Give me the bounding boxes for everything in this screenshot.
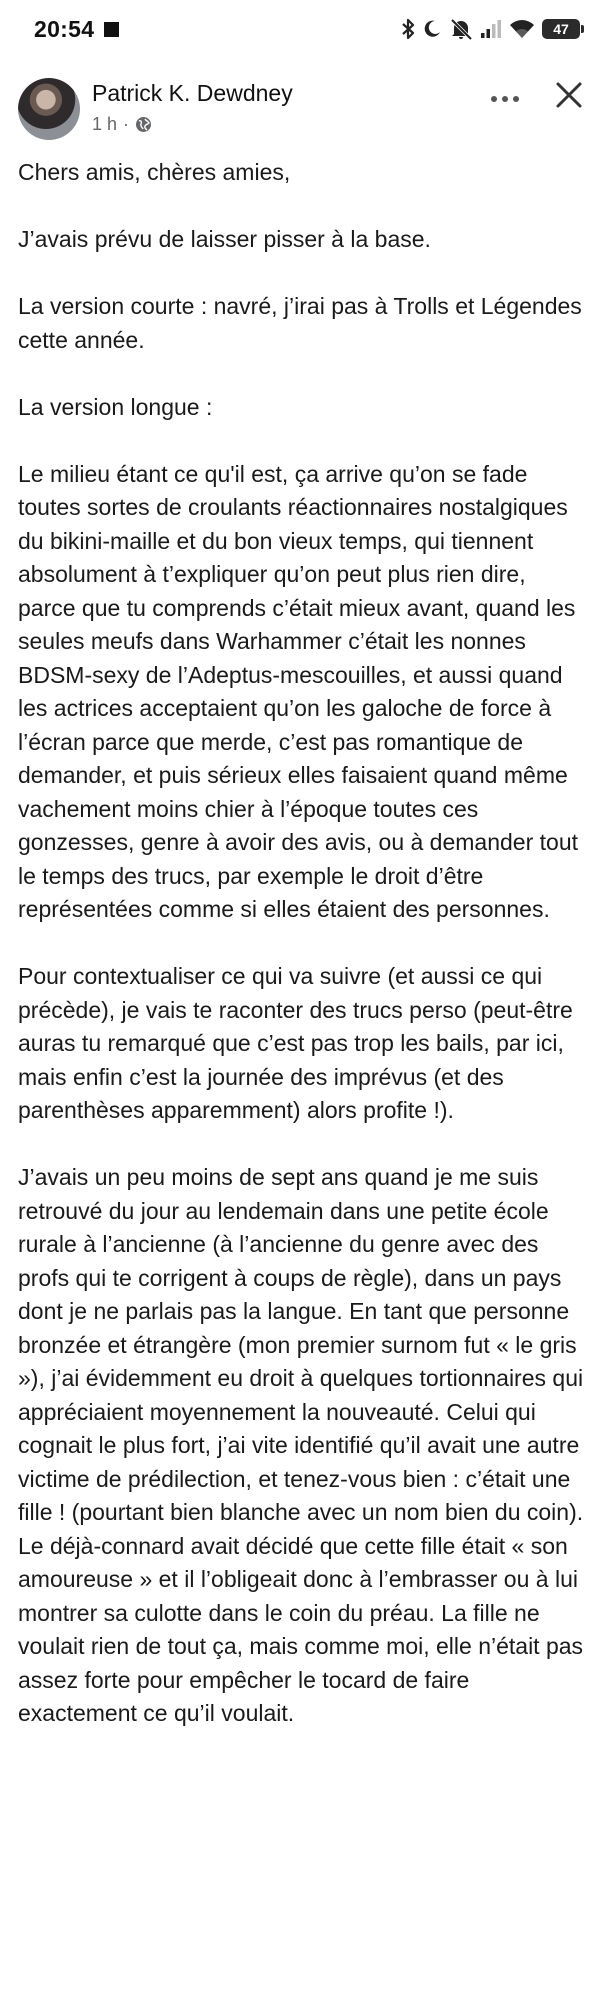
post-paragraph: La version longue : [18,393,213,420]
close-icon [555,81,583,109]
vibrate-off-icon [449,18,473,40]
post-paragraph: La version courte : navré, j’irai pas à Trolls et Légendes cette année. [18,293,582,353]
post-paragraph: Chers amis, chères amies, [18,159,291,185]
battery-icon [542,19,580,39]
do-not-disturb-icon [422,19,442,39]
battery-level: 47 [553,21,569,37]
post-meta [92,114,152,135]
avatar[interactable] [18,78,80,140]
more-options-icon [491,96,497,102]
post-time[interactable]: 1 h [92,114,118,134]
post-body [18,156,588,1764]
status-time: 20:54 [34,15,95,42]
post-paragraph: Le milieu étant ce qu'il est, ça arrive qu’on se fade toutes sortes de croulants réactionnaires nostalgiques du bikini-maille et du bon vieux temps, qui tiennent absolument à t’expliquer qu’on peut plus rien dire, parce que tu comprends c’était mieux avant, quand les seules meufs dans Warhammer c’était les nonnes BDSM-sexy de l’Adeptus-mescouilles, et aussi quand les actrices acceptaient qu’on les galoche de force à l’écran parce que merde, c’est pas romantique de demander, et puis sérieux elles faisaient quand même vachement moins chier à l’époque toutes ces gonzesses, genre à avoir des avis, ou à demander tout le temps des trucs, par exemple le droit d’être représentées comme si elles étaient des personnes. [18,460,579,922]
post-paragraph: J’avais prévu de laisser pisser à la base. [18,226,431,252]
notification-square-icon [104,22,119,37]
more-options-button[interactable] [486,84,524,114]
signal-icon [480,19,502,39]
wifi-icon [509,19,535,39]
post-header [0,70,600,150]
public-globe-icon [135,116,152,133]
meta-separator: · [123,114,130,134]
author-name[interactable]: Patrick K. Dewdney [92,80,293,106]
post-paragraph: Pour contextualiser ce qui va suivre (et aussi ce qui précède), je vais te raconter des trucs perso (peut-être auras tu remarqué que c’est pas trop les bails, par ici, mais enfin c’est la journée des imprévus (et des parenthèses apparemment) alors profite !). [18,963,573,1123]
status-left [34,16,119,43]
bluetooth-icon [401,18,415,40]
close-button[interactable] [550,76,588,114]
post-paragraph: J’avais un peu moins de sept ans quand je me suis retrouvé du jour au lendemain dans une petite école rurale à l’ancienne (à l’ancienne du genre avec des profs qui te corrigent à coups de règle), dans un pays dont je ne parlais pas la langue. En tant que personne bronzée et étrangère (mon premier surnom fut « le gris »), j’ai évidemment eu droit à quelques tortionnaires qui appréciaient moyennement la nouveauté. Celui qui cognait le plus fort, j’ai vite identifié qu’il avait une autre victime de prédilection, et tenez-vous bien : c’était une fille ! (pourtant bien blanche avec un nom bien du coin). Le déjà-connard avait décidé que cette fille était « son amoureuse » et il l’obligeait donc à l’embrasser ou à lui montrer sa culotte dans le coin du préau. La fille ne voulait rien de tout ça, mais comme moi, elle n’était pas assez forte pour empêcher le tocard de faire exactement ce qu’il voulait. [18,1164,584,1726]
status-icons [401,18,580,40]
status-bar [0,0,600,58]
